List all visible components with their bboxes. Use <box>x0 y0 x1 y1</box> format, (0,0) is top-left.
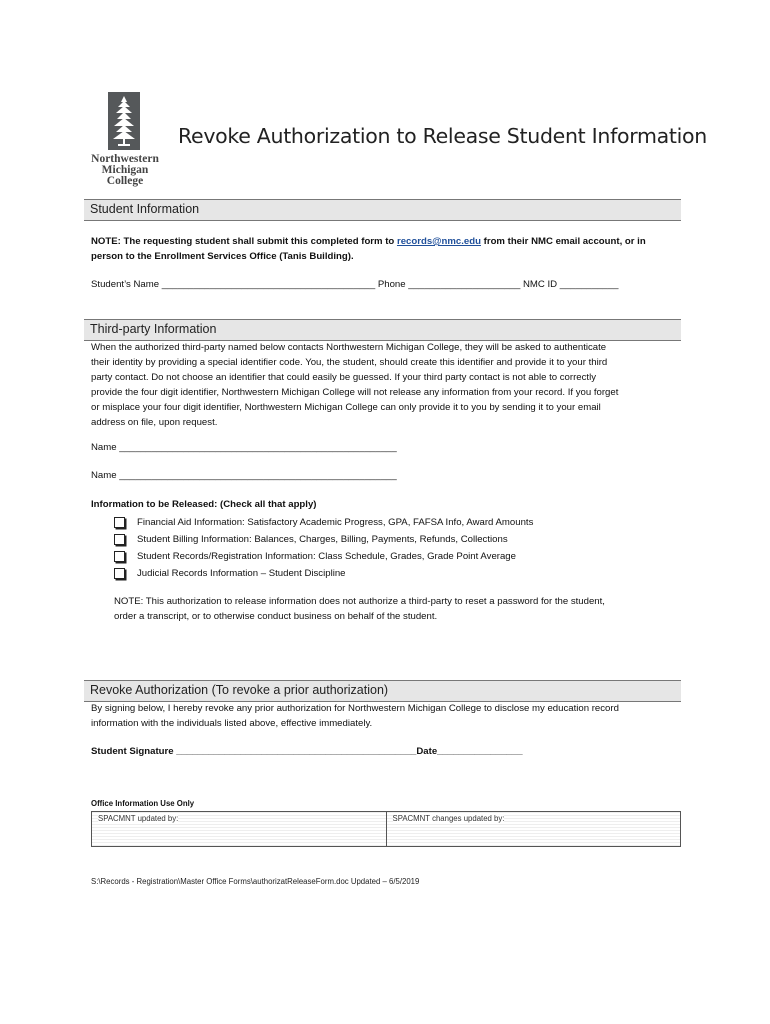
note-line-2: person to the Enrollment Services Office (Tanis Building). <box>91 251 354 262</box>
student-fields-line[interactable]: Student’s Name ________________________________________ Phone _____________________ NMC ID ___________ <box>91 279 619 290</box>
option-student-records[interactable] <box>114 548 533 565</box>
release-heading: Information to be Released: (Check all that apply) <box>91 499 317 510</box>
option-financial-aid[interactable] <box>114 514 533 531</box>
paragraph-line: By signing below, I hereby revoke any prior authorization for Northwestern Michigan College to disclose my education record <box>91 703 619 714</box>
third-party-paragraph <box>91 340 618 430</box>
paragraph-line: provide the four digit identifier, Northwestern Michigan College will not release any information from your record. If you forget <box>91 387 619 398</box>
office-use-heading: Office Information Use Only <box>91 799 195 808</box>
office-cell-spacmnt-changes[interactable] <box>386 812 681 846</box>
release-options <box>114 514 533 582</box>
option-student-billing[interactable] <box>114 531 533 548</box>
option-label: Judicial Records Information – Student Discipline <box>137 568 346 579</box>
note-suffix: from their NMC email account, or in <box>480 236 646 247</box>
college-logo <box>88 92 166 187</box>
checkbox-icon[interactable] <box>114 551 125 562</box>
page-title: Revoke Authorization to Release Student Information <box>178 124 707 148</box>
note-line: NOTE: This authorization to release information does not authorize a third-party to reset a password for the student, <box>114 596 605 607</box>
option-judicial-records[interactable] <box>114 565 533 582</box>
third-party-header <box>84 319 681 341</box>
paragraph-line: their identity by providing a special identifier code. You, the student, should create this identifier and provide it to your third <box>91 357 608 368</box>
pine-tree-logo-icon <box>108 92 140 150</box>
office-cell-spacmnt-updated[interactable] <box>92 812 386 846</box>
records-email-link[interactable]: records@nmc.edu <box>396 236 481 247</box>
section-heading: Third-party Information <box>90 322 217 336</box>
note-prefix: NOTE: The requesting student shall submit this completed form to <box>91 236 397 247</box>
office-use-table <box>91 811 681 847</box>
paragraph-line: or misplace your four digit identifier, Northwestern Michigan College can only provide it to you by sending it to your email <box>91 402 601 413</box>
option-label: Financial Aid Information: Satisfactory Academic Progress, GPA, FAFSA Info, Award Amounts <box>137 517 534 528</box>
checkbox-icon[interactable] <box>114 517 125 528</box>
logo-line-3: College <box>106 175 144 187</box>
paragraph-line: party contact. Do not choose an identifier that could easily be guessed. If your third party contact is not able to correctly <box>91 372 597 383</box>
option-label: Student Billing Information: Balances, Charges, Billing, Payments, Refunds, Collections <box>137 534 508 545</box>
footer-file-path: S:\Records - Registration\Master Office Forms\authorizatReleaseForm.doc Updated – 6/5/2019 <box>91 877 420 886</box>
paragraph-line: address on file, upon request. <box>91 417 218 428</box>
paragraph-line: When the authorized third-party named below contacts Northwestern Michigan College, they will be asked to authenticate <box>91 342 607 353</box>
section-heading: Student Information <box>90 202 200 216</box>
cell-label: SPACMNT changes updated by: <box>392 814 505 823</box>
revoke-header <box>84 680 681 702</box>
authorization-note <box>114 594 605 624</box>
third-party-name-field-1[interactable]: Name ____________________________________________________ <box>91 442 397 453</box>
option-label: Student Records/Registration Information: Class Schedule, Grades, Grade Point Average <box>137 551 516 562</box>
logo-line-1: Northwestern <box>91 153 159 165</box>
revoke-paragraph <box>91 701 619 731</box>
student-info-header <box>84 199 681 221</box>
logo-line-2: Michigan <box>101 164 149 176</box>
third-party-name-field-2[interactable]: Name ____________________________________________________ <box>91 470 397 481</box>
paragraph-line: information with the individuals listed above, effective immediately. <box>91 718 373 729</box>
logo-wordmark <box>88 154 162 187</box>
note-line: order a transcript, or to otherwise conduct business on behalf of the student. <box>114 611 438 622</box>
checkbox-icon[interactable] <box>114 534 125 545</box>
signature-date-line[interactable]: Student Signature _____________________________________________Date________________ <box>91 746 523 757</box>
section-heading: Revoke Authorization (To revoke a prior authorization) <box>90 683 389 697</box>
cell-label: SPACMNT updated by: <box>98 814 179 823</box>
checkbox-icon[interactable] <box>114 568 125 579</box>
student-note <box>91 234 646 264</box>
